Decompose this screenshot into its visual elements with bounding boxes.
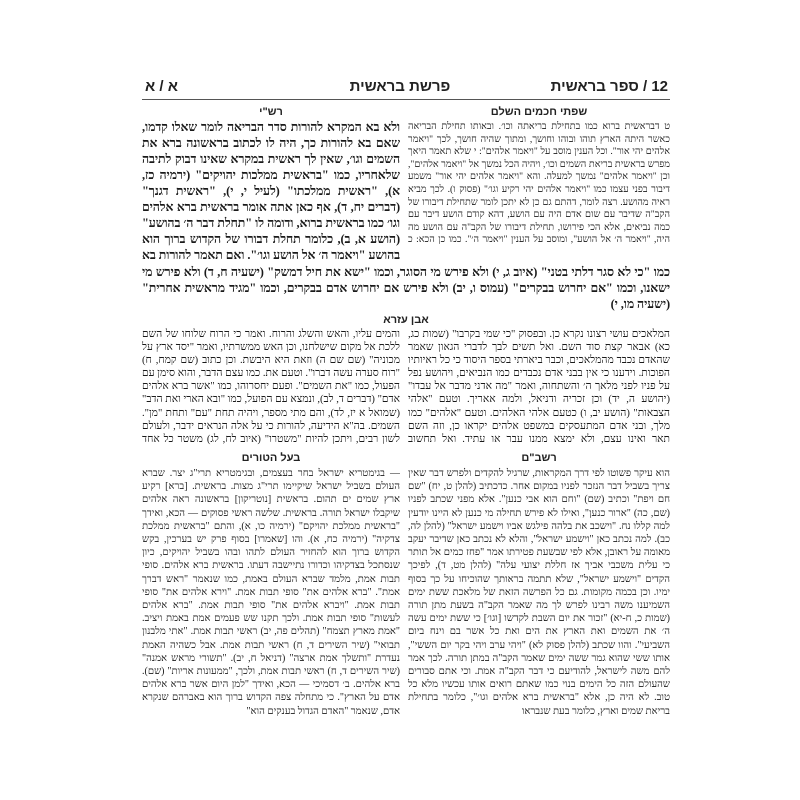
- parasha-title: פרשת בראשית: [349, 78, 451, 95]
- ibn-ezra-heading: אבן עזרא: [383, 314, 429, 326]
- ibn-ezra-text-left: והמים עליו, והאש והשלג והרוח. ואמר כי הרוח שלוחו של השם ללכת אל מקום שישלחנו, וכן האש ממשרתיו, ואמר "יסד ארץ על מכוניה" (שם שם ה) וזאת היא היבשת. וכן כתוב (שם קמח, ח) "רוח סערה עשה דברו". וטעם את. כמו עצם הדבר, והוא סימן עם הפעול, כמו "את השמים". ופעם יחסרוהו, כמו "אשר ברא אלהים אדם" (דברים ד, לב), ונמצא עם הפועל, כמו "ובא הארי ואת הדב" (שמואל א יז, לד), והם מתי מספר, ויהיה תחת "עם" ותחת "מן". השמים. בה"א הידיעה, להורות כי על אלה הנראים ידבר, ולעולם לשון רבים, ויתכן להיות "משטרו" (איוב לח, לג) משטר כל אחד: [142, 329, 400, 445]
- rashi-heading: רש"י: [259, 106, 283, 118]
- header-divider: [142, 99, 670, 100]
- baal-haturim-text: — בגימטריא ישראל בחר בעצמים, ובגימטריא תרי"ג יצר. שברא העולם בשביל ישראל שיקיימו תרי"ג מצות. בראשית. [ברא] רקיע ארץ שמים ים תהום. בראשית [נוטריקון] בראשונה ראה אלהים שיקבלו ישראל תורה. בראשית. שלשה ראשי פסוקים — הכא, ואידך "בראשית ממלכת יהויקם" (ירמיה כו, א), והתם "בראשית ממלכת צדקיה" (ירמיה כח, א). והו [שאמרו] בסוף פרק יש בערכין, בקש הקדוש ברוך הוא להחזיר העולם לתהו ובהו בשביל יהויקים, כיון שנסתכל בצדקיהו וכדורו נתיישבה דעתו. בראשית ברא אלהים. סופי תבות אמת, מלמד שברא העולם באמת, כמו שנאמר "ראש דברך אמת". "ברא אלהים את" סופי תבות אמת. "וירא אלהים את" סופי תבות אמת. "ויברא אלהים את" סופי תבות אמת. "ברא אלהים לעשות" סופי תבות אמת. ולכך תקנו שש פעמים אמת באמת ויציב. "אמת מארץ תצמח" (תהלים פה, יב) ראשי תבות אמת. "אתי מלבנון תבואי" (שיר השירים ד, ח) ראשי תבות אמת. אבל כשהיה האמת נעדרת "ותשלך אמת ארצה" (דניאל ח, יב). "תשורי מראש אמנה" (שיר השירים ד, ח) ראשי תבות אמת, ולכך, "ממעונות אריות" (שם). ברא אלהים. ב׳ דסמיכי — הכא, ואידך "למן היום אשר ברא אלהים אדם על הארץ". כי מתחלה צפה הקדוש ברוך הוא באברהם שנקרא אדם, שנאמר "האדם הגדול בענקים הוא": [142, 468, 400, 717]
- chapter-verse-marker: א / א: [145, 78, 178, 95]
- sifsei-chachamim-heading: שפתי חכמים השלם: [490, 106, 588, 118]
- rashi-continuation-text: כמו "כי לא סגר דלתי בטני" (איוב ג, י) ולא פירש מי הסוגר, וכמו "ישא את חיל דמשק" (ישעיה ח, ד) ולא פירש מי ישאנו, וכמו "אם יחרוש בבקרים" (עמוס ו, יב) ולא פירש אם יחרוש אדם בבקרים, וכמו "מגיד מראשית אחרית" (ישעיה מו, י): [142, 265, 670, 311]
- rashi-text: ולא בא המקרא להורות סדר הבריאה לומר שאלו קדמו, שאם בא להורות כך, היה לו לכתוב בראשונה ברא את השמים וגו׳, שאין לך ראשית במקרא שאינו דבוק לתיבה שלאחריו, כמו "בראשית ממלכות יהויקים" (ירמיה כז, א), "ראשית ממלכתו" (לעיל י, י), "ראשית דגנך" (דברים יח, ד), אף כאן אתה אומר בראשית ברא אלהים וגו׳ כמו בראשית ברוא, ודומה לו "תחלת דבר ה׳ בהושע" (הושע א, ב), כלומר תחלת דבורו של הקדוש ברוך הוא בהושע "ויאמר ה׳ אל הושע וגו׳". ואם תאמר להורות בא: [142, 120, 400, 262]
- rashbam-heading: רשב"ם: [521, 452, 557, 464]
- rashbam-text: הוא עיקר פשוטו לפי דרך המקראות, שרגיל להקדים ולפרש דבר שאין צריך בשביל דבר הנזכר לפניו במקום אחר. כדכתיב (להלן ט, יח) "שם חם ויפת" וכתיב (שם) "וחם הוא אבי כנען". אלא מפני שכתב לפניו (שם, כה) "ארור כנען", ואילו לא פירש תחילה מי כנען לא היינו יודעין למה קללו נח. "וישכב את בלהה פילגש אביו וישמע ישראל" (להלן לה, כב). למה נכתב כאן "וישמע ישראל", והלא לא נכתב כאן שדיבר יעקב מאומה על ראובן, אלא לפי שבשעת פטירתו אמר "פחז כמים אל תותר כי עלית משכבי אביך אז חללת יצועי עלה" (להלן מט, ד), לפיכך הקדים "וישמע ישראל", שלא תתמה בראותך שהוכיחו על כך בסוף ימיו. וכן בכמה מקומות. גם כל הפרשה הזאת של מלאכת ששת ימים השמיענו משה רבינו לפרש לך מה שאמר הקב"ה בשעת מתן תורה (שמות כ, ח-יא) "זכור את יום השבת לקדשו [וגו׳] כי ששת ימים עשה ה׳ את השמים ואת הארץ את הים ואת כל אשר בם וינח ביום השביעי". והוו שכתב (להלן פסוק לא) "ויהי ערב ויהי בקר יום הששי", אותו ששי שהוא גמר ששה ימים שאמר הקב"ה במתן תורה. לכך אמר להם משה לישראל, להודיעם כי דבר הקב"ה אמת. וכי אתם סבורים שהעולם הזה כל הימים בנוי כמו שאתם רואים אותו עכשיו מלא כל טוב. לא היה כן, אלא "בראשית ברא אלהים וגו׳", כלומר בתחילת בריאת שמים וארץ, כלומר בעת שנבראו: [408, 468, 670, 717]
- page-number-book-title: 12 / ספר בראשית: [550, 78, 668, 95]
- ibn-ezra-text-right: המלאכים עושי רצונו נקרא כן. ובפסוק "כי שמי בקרבו" (שמות כג, כא) אבאר קצת סוד השם. ואל תשים לבך לדברי הגאון שאמר שהאדם נכבד מהמלאכים, וכבר ביארתי בספר היסוד כי כל ראיותיו הפוכות. וידענו כי אין בבני אדם נכבדים כמו הנביאים, ויהושע נפל על פניו לפני מלאך ה׳ והשתחוה, ואמר "מה אדני מדבר אל עבדו" (יהושע ה, יד) וכן זכריה ודניאל, ולמה אאריך. וטעם "אלהי הצבאות" (הושע יב, ו) כטעם אלהי האלהים. וטעם "אלהים" כמו מלך, ובני אדם המתעסקים במשפט אלהים יקראו כן, וזה השם תאר ואינו עצם, ולא ימצא ממנו עבר או עתיד. ואל תחשוב: [408, 329, 670, 445]
- sifsei-chachamim-text: ט דבראשית ברוא כמו בתחילת בריאתה וכו׳. ובאותו תחילת הבריאה כאשר היתה הארץ תוהו ובוהו וחושך, ומתוך שהיה חושך, לכך "ויאמר אלהים יהי אור". וכל הענין מוסב על "ויאמר אלהים": י שלא תאמר היאך מפרש בראשית בריאת השמים וכו׳, ויהיה הכל נמשך אל "ויאמר אלהים", וכן "ויאמר אלהים" נמשך למעלה. והא "ויאמר אלהים יהי אור" משמע דיבור בפני עצמו כמו "ויאמר אלהים יהי רקיע וגו׳" (פסוק ו). לכך מביא ראיה מהושע. רצה לומר, דהתם גם כן לא יתכן לומר שתחילת דיבורו של הקב"ה שדיבר עם שום אדם היה עם הושע, דהא קודם הושע דיבר עם כמה נביאים, אלא הכי פירושו, תחילת דיבורו של הקב"ה עם הושע מה היה, "ויאמר ה׳ אל הושע", ומוסב על הענין "ויאמר ה׳". כמו כן הכא: כ: [408, 121, 670, 246]
- baal-haturim-heading: בעל הטורים: [241, 452, 301, 464]
